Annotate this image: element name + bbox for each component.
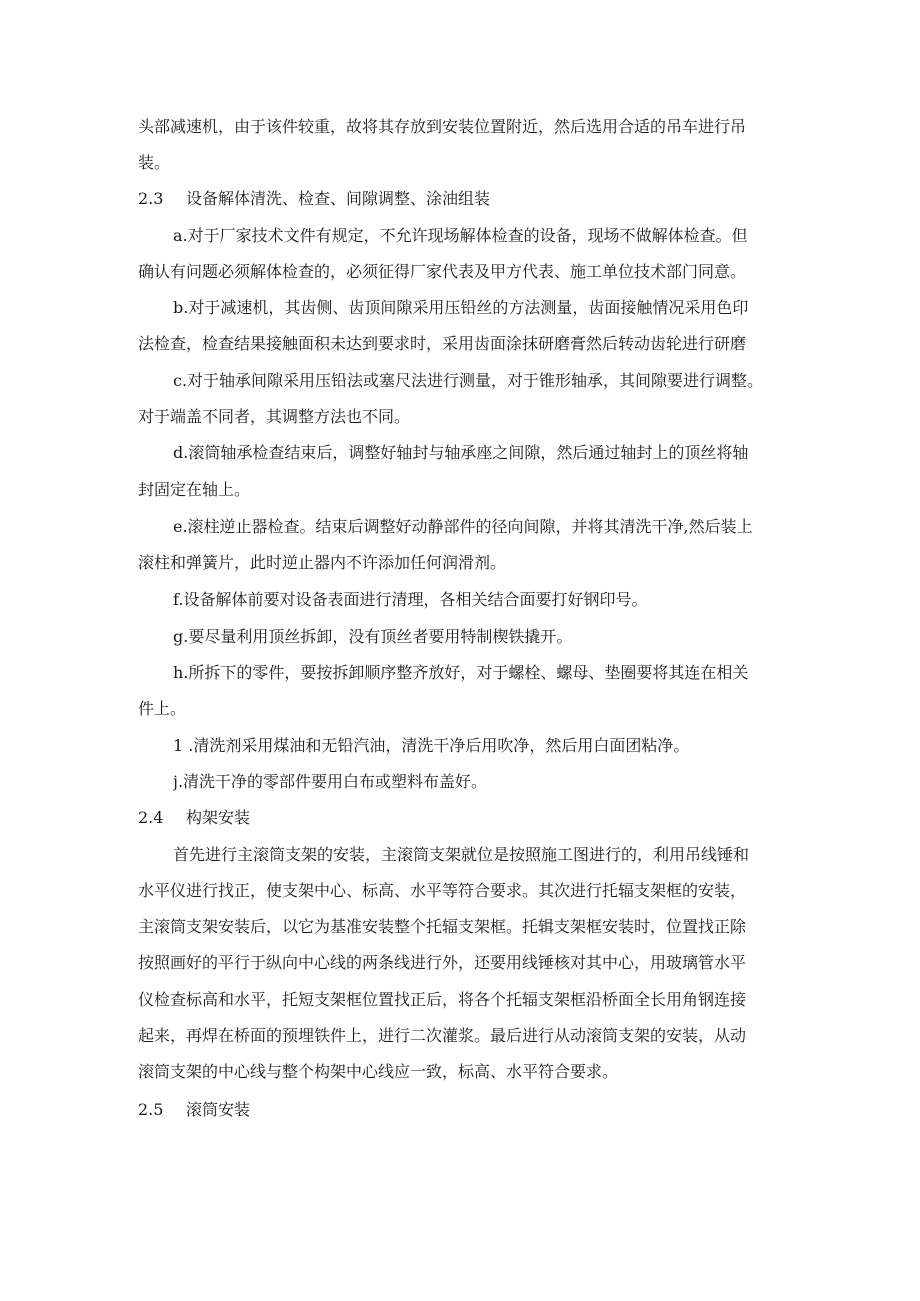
section-title: 构架安装 (186, 808, 251, 827)
section-title: 滚筒安装 (186, 1100, 251, 1119)
paragraph-line: b.对于减速机，其齿侧、齿顶间隙采用压铅丝的方法测量，齿面接触情况采用色印 (173, 298, 749, 317)
paragraph-line: c.对于轴承间隙采用压铅法或塞尺法进行测量，对于锥形轴承，其间隙要进行调整。 (173, 371, 764, 390)
paragraph-line: 确认有问题必须解体检查的，必须征得厂家代表及甲方代表、施工单位技术部门同意。 (138, 262, 747, 281)
paragraph-line: j.清洗干净的零部件要用白布或塑料布盖好。 (173, 772, 488, 791)
paragraph-line: g.要尽量利用顶丝拆卸，没有顶丝者要用特制楔铁撬开。 (173, 627, 573, 646)
paragraph-line: 封固定在轴上。 (138, 480, 251, 499)
section-number: 2.5 (138, 1100, 164, 1119)
paragraph-line: 1 .清洗剂采用煤油和无铅汽油，清洗干净后用吹净，然后用白面团粘净。 (173, 736, 690, 755)
paragraph-line: 滚筒支架的中心线与整个构架中心线应一致，标高、水平符合要求。 (138, 1062, 619, 1081)
section-number: 2.3 (138, 189, 164, 208)
paragraph-line: 主滚筒支架安装后，以它为基准安装整个托辐支架框。托辑支架框安装时，位置找正除 (138, 917, 747, 936)
paragraph-line: h.所拆下的零件，要按拆卸顺序整齐放好，对于螺栓、螺母、垫圈要将其连在相关 (173, 663, 749, 682)
paragraph-line: 滚柱和弹簧片，此时逆止器内不许添加任何润滑剂。 (138, 553, 507, 572)
section-number: 2.4 (138, 808, 164, 827)
section-heading-2-4 (138, 808, 788, 828)
paragraph-line: 头部减速机，由于该件较重，故将其存放到安装位置附近，然后选用合适的吊车进行吊 (138, 117, 747, 136)
paragraph-line: 水平仪进行找正，使支架中心、标高、水平等符合要求。其次进行托辐支架框的安装， (138, 881, 747, 900)
section-heading-2-3 (138, 189, 788, 209)
paragraph-line: 按照画好的平行于纵向中心线的两条线进行外，还要用线锤核对其中心，用玻璃管水平 (138, 953, 747, 972)
paragraph-line: 对于端盖不同者，其调整方法也不同。 (138, 407, 411, 426)
paragraph-line: 仪检查标高和水平，托短支架框位置找正后，将各个托辐支架框沿桥面全长用角钢连接 (138, 990, 747, 1009)
section-heading-2-5 (138, 1100, 788, 1120)
paragraph-line: d.滚筒轴承检查结束后，调整好轴封与轴承座之间隙，然后通过轴封上的顶丝将轴 (173, 443, 749, 462)
paragraph-line: 首先进行主滚筒支架的安装，主滚筒支架就位是按照施工图进行的，利用吊线锤和 (173, 845, 750, 864)
paragraph-line: 法检查，检查结果接触面积未达到要求时，采用齿面涂抹研磨膏然后转动齿轮进行研磨 (138, 334, 747, 353)
section-title: 设备解体清洗、检查、间隙调整、涂油组装 (186, 189, 491, 208)
paragraph-line: f.设备解体前要对设备表面进行清理，各相关结合面要打好钢印号。 (173, 590, 648, 609)
paragraph-line: 装。 (138, 153, 171, 172)
paragraph-line: 起来，再焊在桥面的预埋铁件上，进行二次灌浆。最后进行从动滚筒支架的安装，从动 (138, 1026, 747, 1045)
paragraph-line: 件上。 (138, 699, 187, 718)
paragraph-line: e.滚柱逆止器检查。结束后调整好动静部件的径向间隙，并将其清洗干净,然后装上 (173, 517, 753, 536)
paragraph-line: a.对于厂家技术文件有规定，不允许现场解体检查的设备，现场不做解体检查。但 (173, 226, 748, 245)
